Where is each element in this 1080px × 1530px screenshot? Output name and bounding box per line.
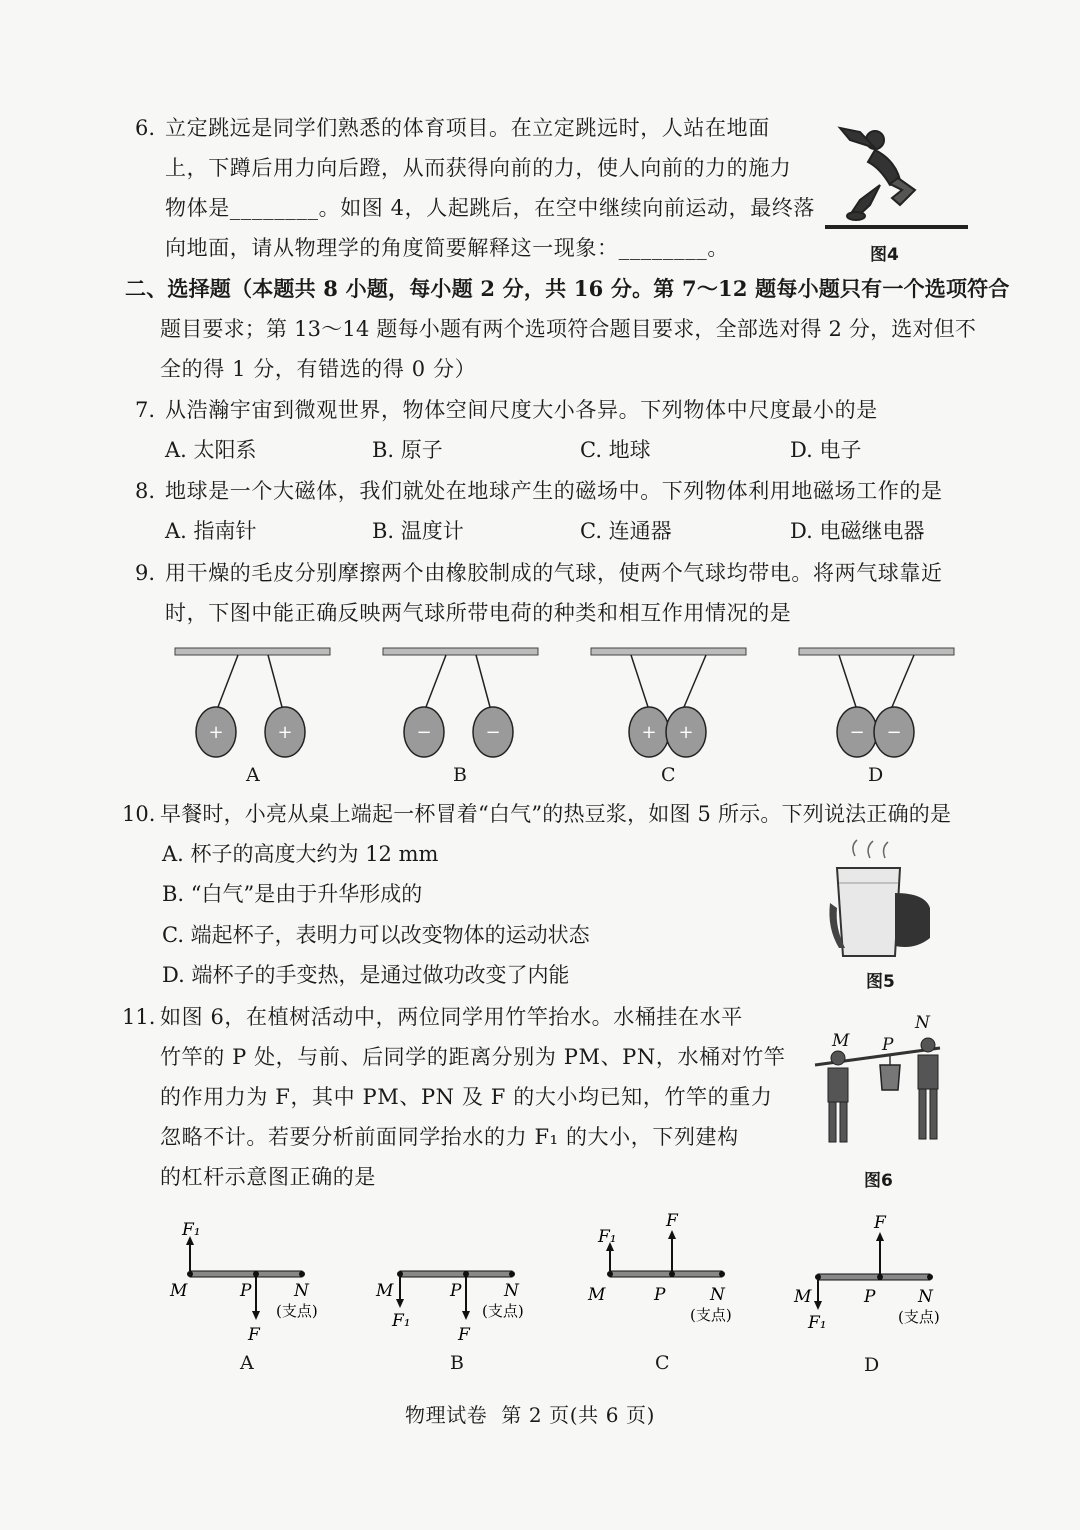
q11-c-label-f1: F₁ xyxy=(598,1227,617,1247)
q10-option-c: C. 端起杯子，表明力可以改变物体的运动状态 xyxy=(162,923,590,947)
q9-c-charge-left: + xyxy=(641,722,657,743)
q9-b-charge-left: − xyxy=(416,722,432,743)
q6-line-2: 上，下蹲后用力向后蹬，从而获得向前的力，使人向前的力的施力 xyxy=(165,156,792,180)
q11-panel-a-label: A xyxy=(240,1352,254,1374)
figure-6-label-m: M xyxy=(832,1031,850,1051)
q9-panel-d-label: D xyxy=(868,764,884,786)
q7-option-d: D. 电子 xyxy=(790,438,862,462)
q11-d-label-f1: F₁ xyxy=(808,1313,827,1333)
q11-b-label-f1: F₁ xyxy=(392,1311,411,1331)
q9-panel-b xyxy=(378,645,543,765)
q9-d-charge-left: − xyxy=(849,722,865,743)
q11-line-1: 如图 6，在植树活动中，两位同学用竹竿抬水。水桶挂在水平 xyxy=(160,1005,743,1029)
q11-d-label-n: N xyxy=(918,1287,933,1307)
q9-panel-b-label: B xyxy=(453,764,467,786)
figure-6-label-p: P xyxy=(882,1035,894,1055)
q9-line-1: 用干燥的毛皮分别摩擦两个由橡胶制成的气球，使两个气球均带电。将两气球靠近 xyxy=(165,561,943,585)
q11-a-label-f1: F₁ xyxy=(182,1220,201,1240)
q8-number: 8. xyxy=(135,479,156,503)
figure-5-caption: 图5 xyxy=(866,972,895,992)
q11-b-label-f: F xyxy=(458,1325,470,1345)
q11-line-5: 的杠杆示意图正确的是 xyxy=(160,1165,376,1189)
q11-b-label-fulcrum: (支点) xyxy=(482,1302,524,1320)
q9-a-charge-left: + xyxy=(208,722,224,743)
q10-option-b: B. “白气”是由于升华形成的 xyxy=(162,882,423,906)
q8-option-b: B. 温度计 xyxy=(372,519,464,543)
q11-a-label-fulcrum: (支点) xyxy=(276,1302,318,1320)
figure-4-caption: 图4 xyxy=(870,245,899,265)
q11-panel-d-label: D xyxy=(864,1354,880,1376)
q11-c-label-p: P xyxy=(654,1285,666,1305)
q11-panel-c xyxy=(580,1210,760,1350)
q11-d-label-f: F xyxy=(874,1213,886,1233)
q9-b-charge-right: − xyxy=(485,722,501,743)
q11-d-label-m: M xyxy=(794,1287,812,1307)
q9-panel-c-label: C xyxy=(661,764,676,786)
q10-option-a: A. 杯子的高度大约为 12 mm xyxy=(162,842,439,866)
q10-option-d: D. 端杯子的手变热，是通过做功改变了内能 xyxy=(162,963,570,987)
q8-option-a: A. 指南针 xyxy=(165,519,257,543)
q6-line-3: 物体是________。如图 4，人起跳后，在空中继续向前运动，最终落 xyxy=(165,196,816,220)
q11-b-label-p: P xyxy=(450,1281,462,1301)
q9-a-charge-right: + xyxy=(277,722,293,743)
q11-number: 11. xyxy=(122,1005,156,1029)
q11-a-label-n: N xyxy=(294,1281,309,1301)
figure-6-label-n: N xyxy=(915,1013,930,1033)
q9-c-charge-right: + xyxy=(678,722,694,743)
q6-line-4: 向地面，请从物理学的角度简要解释这一现象：________。 xyxy=(165,236,729,260)
q7-option-b: B. 原子 xyxy=(372,438,443,462)
q11-b-label-m: M xyxy=(376,1281,394,1301)
q11-panel-d xyxy=(788,1210,968,1350)
q11-a-label-f: F xyxy=(248,1325,260,1345)
q11-panel-c-label: C xyxy=(655,1352,670,1374)
section-2-header-line-3: 全的得 1 分，有错选的得 0 分） xyxy=(160,357,477,381)
q11-line-4: 忽略不计。若要分析前面同学抬水的力 F₁ 的大小，下列建构 xyxy=(160,1125,739,1149)
q7-stem: 从浩瀚宇宙到微观世界，物体空间尺度大小各异。下列物体中尺度最小的是 xyxy=(165,398,878,422)
q11-d-label-p: P xyxy=(864,1287,876,1307)
q10-number: 10. xyxy=(122,802,156,826)
q10-stem: 早餐时，小亮从桌上端起一杯冒着“白气”的热豆浆，如图 5 所示。下列说法正确的是 xyxy=(160,802,952,826)
q9-panel-a xyxy=(170,645,335,765)
q9-panel-c xyxy=(586,645,751,765)
q11-d-label-fulcrum: (支点) xyxy=(898,1308,940,1326)
q11-line-3: 的作用力为 F，其中 PM、PN 及 F 的大小均已知，竹竿的重力 xyxy=(160,1085,773,1109)
q6-line-1: 立定跳远是同学们熟悉的体育项目。在立定跳远时，人站在地面 xyxy=(165,116,770,140)
q8-option-d: D. 电磁继电器 xyxy=(790,519,925,543)
q6-number: 6. xyxy=(135,116,156,140)
figure-6-illustration xyxy=(810,1010,950,1150)
q11-a-label-p: P xyxy=(240,1281,252,1301)
q11-a-label-m: M xyxy=(170,1281,188,1301)
q7-option-c: C. 地球 xyxy=(580,438,651,462)
q11-panel-b-label: B xyxy=(450,1352,464,1374)
q11-line-2: 竹竿的 P 处，与前、后同学的距离分别为 PM、PN，水桶对竹竿 xyxy=(160,1045,786,1069)
q8-stem: 地球是一个大磁体，我们就处在地球产生的磁场中。下列物体利用地磁场工作的是 xyxy=(165,479,943,503)
q11-c-label-n: N xyxy=(710,1285,725,1305)
section-2-header-line-1: 二、选择题（本题共 8 小题，每小题 2 分，共 16 分。第 7～12 题每小题只有一个选项符合 xyxy=(125,276,1010,301)
section-2-header-line-2: 题目要求；第 13～14 题每小题有两个选项符合题目要求，全部选对得 2 分，选对但不 xyxy=(160,317,977,341)
q7-number: 7. xyxy=(135,398,156,422)
figure-4-jumper-illustration xyxy=(820,110,970,240)
q11-c-label-fulcrum: (支点) xyxy=(690,1306,732,1324)
figure-6-caption: 图6 xyxy=(864,1171,893,1191)
q9-d-charge-right: − xyxy=(886,722,902,743)
figure-5-cup-illustration xyxy=(825,838,935,963)
page-footer: 物理试卷 第 2 页(共 6 页) xyxy=(405,1403,655,1427)
q8-option-c: C. 连通器 xyxy=(580,519,672,543)
q11-b-label-n: N xyxy=(504,1281,519,1301)
q11-panel-a xyxy=(160,1210,340,1350)
q11-c-label-m: M xyxy=(588,1285,606,1305)
q9-number: 9. xyxy=(135,561,156,585)
q11-panel-b xyxy=(370,1210,550,1350)
q9-line-2: 时，下图中能正确反映两气球所带电荷的种类和相互作用情况的是 xyxy=(165,601,792,625)
q11-c-label-f: F xyxy=(666,1211,678,1231)
q9-panel-a-label: A xyxy=(246,764,260,786)
q7-option-a: A. 太阳系 xyxy=(165,438,257,462)
q9-panel-d xyxy=(794,645,959,765)
